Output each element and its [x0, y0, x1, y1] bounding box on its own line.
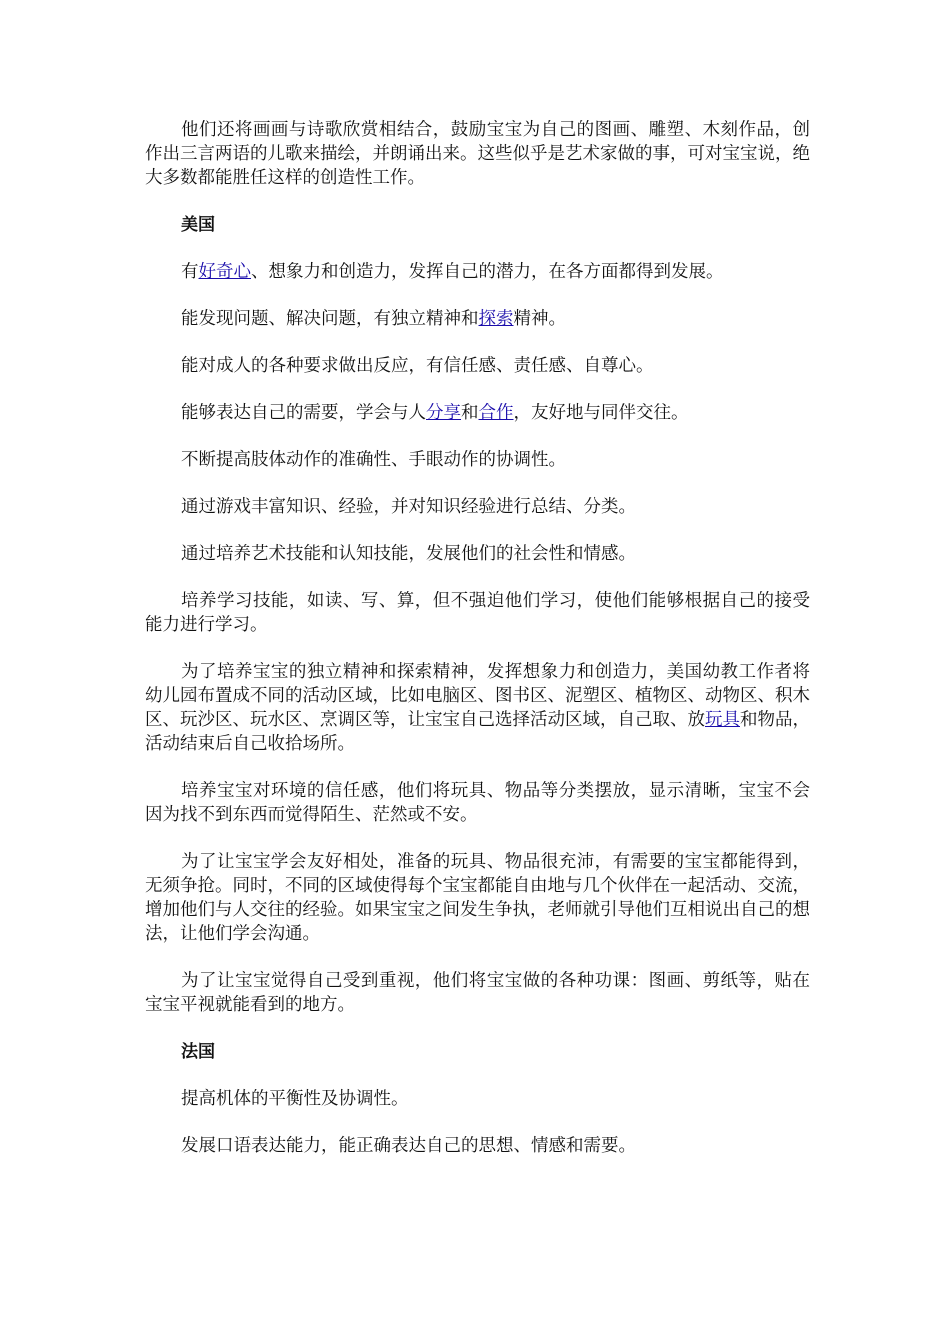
- paragraph: [145, 589, 810, 637]
- text-segment: 有: [181, 262, 199, 282]
- text-segment: 为了让宝宝觉得自己受到重视，他们将宝宝做的各种功课：图画、剪纸等，贴在宝宝平视就能看到的地方。: [145, 971, 810, 1015]
- keyword-link[interactable]: 合作: [478, 403, 514, 423]
- keyword-link[interactable]: 探索: [478, 309, 514, 329]
- document-body: [145, 118, 810, 1181]
- keyword-link[interactable]: 分享: [426, 403, 461, 423]
- text-segment: 不断提高肢体动作的准确性、手眼动作的协调性。: [181, 450, 566, 470]
- paragraph: [145, 260, 810, 284]
- text-segment: 通过游戏丰富知识、经验，并对知识经验进行总结、分类。: [181, 497, 636, 517]
- paragraph: [145, 448, 810, 472]
- paragraph: [145, 542, 810, 566]
- text-segment: 美国: [181, 215, 215, 235]
- text-segment: 和物品，活动结束后自己收拾场所。: [145, 710, 810, 754]
- paragraph: [145, 779, 810, 827]
- paragraph: [145, 1134, 810, 1158]
- text-segment: 为了让宝宝学会友好相处，准备的玩具、物品很充沛，有需要的宝宝都能得到，无须争抢。同时，不同的区域使得每个宝宝都能自由地与几个伙伴在一起活动、交流，增加他们与人交往的经验。如果宝宝之间发生争执，老师就引导他们互相说出自己的想法，让他们学会沟通。: [145, 852, 810, 944]
- paragraph: [145, 307, 810, 331]
- text-segment: 培养学习技能，如读、写、算，但不强迫他们学习，使他们能够根据自己的接受能力进行学习。: [145, 591, 810, 635]
- paragraph: [145, 660, 810, 756]
- keyword-link[interactable]: 玩具: [705, 710, 740, 730]
- paragraph: [145, 969, 810, 1017]
- text-segment: 为了培养宝宝的独立精神和探索精神，发挥想象力和创造力，美国幼教工作者将幼儿园布置成不同的活动区域，比如电脑区、图书区、泥塑区、植物区、动物区、积木区、玩沙区、玩水区、烹调区等，让宝宝自己选择活动区域，自己取、放: [145, 662, 810, 730]
- text-segment: 、想象力和创造力，发挥自己的潜力，在各方面都得到发展。: [251, 262, 724, 282]
- text-segment: 能对成人的各种要求做出反应，有信任感、责任感、自尊心。: [181, 356, 654, 376]
- text-segment: 能够表达自己的需要，学会与人: [181, 403, 426, 423]
- text-segment: 法国: [181, 1042, 215, 1062]
- paragraph: [145, 1087, 810, 1111]
- text-segment: 能发现问题、解决问题，有独立精神和: [181, 309, 479, 329]
- text-segment: 培养宝宝对环境的信任感，他们将玩具、物品等分类摆放，显示清晰，宝宝不会因为找不到东西而觉得陌生、茫然或不安。: [145, 781, 810, 825]
- paragraph: [145, 354, 810, 378]
- text-segment: 提高机体的平衡性及协调性。: [181, 1089, 409, 1109]
- text-segment: 通过培养艺术技能和认知技能，发展他们的社会性和情感。: [181, 544, 636, 564]
- paragraph: [145, 495, 810, 519]
- keyword-link[interactable]: 好奇心: [198, 262, 251, 282]
- section-heading: [145, 213, 810, 237]
- text-segment: ，友好地与同伴交往。: [513, 403, 689, 423]
- paragraph: [145, 118, 810, 190]
- paragraph: [145, 401, 810, 425]
- section-heading: [145, 1040, 810, 1064]
- text-segment: 发展口语表达能力，能正确表达自己的思想、情感和需要。: [181, 1136, 636, 1156]
- paragraph: [145, 850, 810, 946]
- text-segment: 精神。: [513, 309, 566, 329]
- text-segment: 和: [461, 403, 479, 423]
- text-segment: 他们还将画画与诗歌欣赏相结合，鼓励宝宝为自己的图画、雕塑、木刻作品，创作出三言两语的儿歌来描绘，并朗诵出来。这些似乎是艺术家做的事，可对宝宝说，绝大多数都能胜任这样的创造性工作。: [145, 120, 810, 188]
